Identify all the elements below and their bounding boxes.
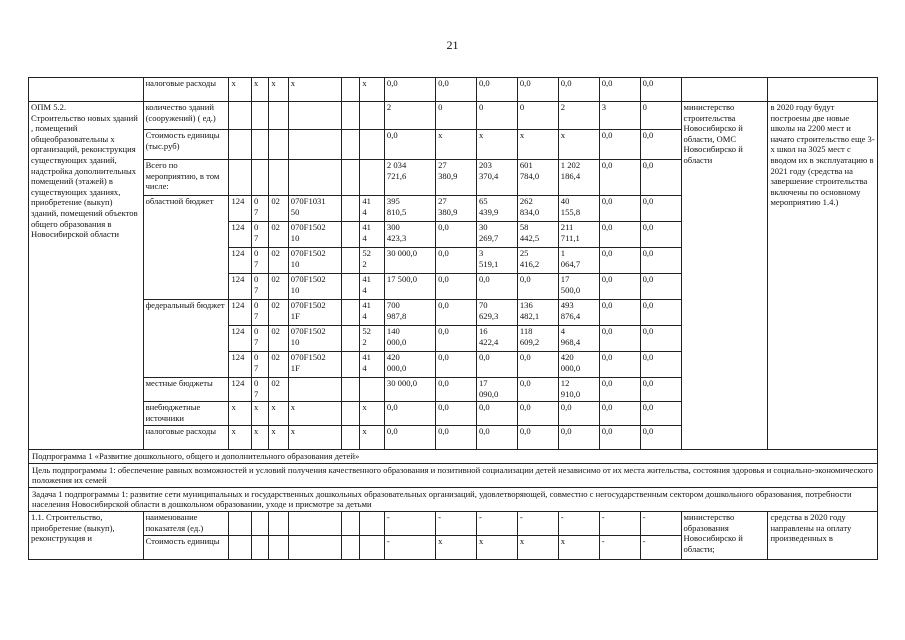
table-row: [29, 450, 878, 464]
data-cell: x: [229, 78, 252, 102]
data-cell: 0,0: [436, 78, 477, 102]
data-cell: 0,0: [599, 426, 640, 450]
data-cell: 30 000,0: [384, 378, 435, 402]
data-cell: -: [599, 511, 640, 535]
data-cell: 0,0: [599, 326, 640, 352]
table-row: [29, 511, 878, 535]
data-cell: 0 7: [251, 248, 268, 274]
result-cell: [768, 78, 878, 102]
source-label: внебюджетные источники: [143, 402, 229, 426]
data-cell: 0 7: [251, 300, 268, 326]
data-cell: [269, 160, 288, 196]
data-cell: 0 7: [251, 274, 268, 300]
source-label: количество зданий (сооружений) ( ед.): [143, 102, 229, 130]
data-cell: 70 629,3: [476, 300, 517, 326]
measure-name: ОПМ 5.2. Строительство новых зданий , помещений общеобразовательны х организаций, реконструкция существующих зданий, надстройка дополнительных помещений (этажей) в существующих зданиях, приобретение (выкуп) зданий, помещений объектов общего образования в Новосибирской области: [29, 102, 144, 450]
data-cell: 0,0: [517, 402, 558, 426]
data-cell: x: [269, 78, 288, 102]
data-cell: 262 834,0: [517, 196, 558, 222]
data-cell: x: [476, 535, 517, 559]
source-label: Стоимость единицы: [143, 535, 229, 559]
data-cell: [341, 248, 359, 274]
data-cell: 070F1502 1F: [288, 300, 341, 326]
data-cell: 0: [517, 102, 558, 130]
data-cell: [341, 511, 359, 535]
data-cell: x: [517, 535, 558, 559]
data-cell: 27 380,9: [436, 160, 477, 196]
page-number: 21: [446, 38, 459, 52]
data-cell: x: [269, 426, 288, 450]
source-label: налоговые расходы: [143, 78, 229, 102]
data-cell: 0,0: [476, 352, 517, 378]
data-cell: 2 034 721,6: [384, 160, 435, 196]
source-label: местные бюджеты: [143, 378, 229, 402]
data-cell: 0,0: [476, 78, 517, 102]
data-cell: [360, 102, 385, 130]
data-cell: [341, 402, 359, 426]
data-cell: 0,0: [599, 300, 640, 326]
data-cell: 0,0: [517, 378, 558, 402]
data-cell: x: [558, 130, 599, 160]
data-cell: 0,0: [384, 402, 435, 426]
data-cell: x: [360, 402, 385, 426]
data-cell: 070F1502 1F: [288, 352, 341, 378]
data-cell: [341, 160, 359, 196]
data-cell: 0,0: [476, 274, 517, 300]
data-cell: x: [360, 426, 385, 450]
data-cell: 0,0: [599, 352, 640, 378]
data-cell: 601 784,0: [517, 160, 558, 196]
data-cell: [229, 130, 252, 160]
data-cell: 0,0: [599, 222, 640, 248]
data-cell: -: [558, 511, 599, 535]
data-cell: 1 064,7: [558, 248, 599, 274]
data-cell: x: [288, 426, 341, 450]
data-cell: 0,0: [517, 352, 558, 378]
data-cell: 2: [384, 102, 435, 130]
data-cell: 0,0: [436, 248, 477, 274]
data-cell: [341, 352, 359, 378]
executor-cell: министерство строительства Новосибирско й области, ОМС Новосибирско й области: [681, 102, 768, 450]
data-cell: 0,0: [599, 274, 640, 300]
data-cell: -: [436, 511, 477, 535]
data-cell: 0,0: [558, 426, 599, 450]
data-cell: 58 442,5: [517, 222, 558, 248]
data-cell: 52 2: [360, 248, 385, 274]
data-cell: 0,0: [599, 378, 640, 402]
data-cell: [360, 160, 385, 196]
data-cell: x: [251, 78, 268, 102]
data-cell: 0,0: [599, 248, 640, 274]
data-cell: [288, 535, 341, 559]
data-cell: [341, 130, 359, 160]
data-cell: -: [517, 511, 558, 535]
data-cell: 124: [229, 352, 252, 378]
data-cell: 0,0: [436, 426, 477, 450]
data-cell: x: [436, 130, 477, 160]
data-cell: [341, 378, 359, 402]
data-cell: 41 4: [360, 196, 385, 222]
data-cell: -: [384, 511, 435, 535]
data-cell: [229, 535, 252, 559]
data-cell: -: [384, 535, 435, 559]
data-cell: 02: [269, 222, 288, 248]
data-cell: 0,0: [436, 326, 477, 352]
data-cell: 02: [269, 248, 288, 274]
data-cell: x: [436, 535, 477, 559]
data-cell: 0,0: [599, 130, 640, 160]
data-cell: 136 482,1: [517, 300, 558, 326]
data-cell: [341, 326, 359, 352]
table-row: [29, 463, 878, 487]
data-cell: [269, 535, 288, 559]
data-cell: [341, 196, 359, 222]
data-cell: x: [229, 426, 252, 450]
data-cell: [269, 102, 288, 130]
data-cell: 0,0: [558, 402, 599, 426]
data-cell: 0,0: [640, 130, 681, 160]
data-cell: x: [251, 426, 268, 450]
data-cell: 27 380,9: [436, 196, 477, 222]
data-cell: 124: [229, 300, 252, 326]
task-row: Задача 1 подпрограммы 1: развитие сети муниципальных и государственных дошкольных образовательных организаций, удовлетворяющей, совместно с негосударственным сектором дошкольного образования, потребности населения Новосибирской области в дошкольном образовании, уходе и присмотре за детьми: [29, 487, 878, 511]
measure-cell: [29, 78, 144, 102]
data-cell: 17 500,0: [384, 274, 435, 300]
data-cell: [341, 535, 359, 559]
data-cell: 17 090,0: [476, 378, 517, 402]
data-cell: 2: [558, 102, 599, 130]
data-cell: 0,0: [599, 196, 640, 222]
data-cell: 493 876,4: [558, 300, 599, 326]
data-cell: 02: [269, 326, 288, 352]
data-cell: x: [476, 130, 517, 160]
data-cell: 124: [229, 196, 252, 222]
data-cell: x: [269, 402, 288, 426]
data-cell: -: [640, 511, 681, 535]
measure-name: 1.1. Строительство, приобретение (выкуп), реконструкция и: [29, 511, 144, 559]
data-cell: 0,0: [640, 326, 681, 352]
data-cell: [341, 102, 359, 130]
data-cell: 0,0: [384, 78, 435, 102]
data-cell: 0,0: [640, 402, 681, 426]
data-cell: 0 7: [251, 352, 268, 378]
data-cell: -: [640, 535, 681, 559]
data-cell: 02: [269, 196, 288, 222]
table-row: [29, 102, 878, 130]
source-label: федеральный бюджет: [143, 300, 229, 378]
data-cell: 0,0: [599, 78, 640, 102]
data-cell: [341, 222, 359, 248]
data-cell: 0,0: [384, 426, 435, 450]
data-cell: 0,0: [599, 160, 640, 196]
data-cell: 0,0: [640, 222, 681, 248]
data-cell: 124: [229, 378, 252, 402]
data-cell: 30 269,7: [476, 222, 517, 248]
source-label: Всего по мероприятию, в том числе:: [143, 160, 229, 196]
data-cell: 25 416,2: [517, 248, 558, 274]
data-cell: [288, 511, 341, 535]
data-cell: x: [558, 535, 599, 559]
data-cell: [341, 274, 359, 300]
data-cell: 0,0: [436, 300, 477, 326]
data-cell: 41 4: [360, 222, 385, 248]
data-cell: 124: [229, 326, 252, 352]
data-cell: 0 7: [251, 326, 268, 352]
data-cell: -: [599, 535, 640, 559]
data-cell: [341, 78, 359, 102]
data-cell: 0,0: [436, 402, 477, 426]
data-cell: 41 4: [360, 274, 385, 300]
data-cell: x: [360, 78, 385, 102]
data-cell: 3 519,1: [476, 248, 517, 274]
data-cell: 4 968,4: [558, 326, 599, 352]
data-cell: 0,0: [476, 402, 517, 426]
data-cell: 0,0: [640, 352, 681, 378]
data-cell: [251, 102, 268, 130]
data-cell: [360, 535, 385, 559]
data-cell: [288, 102, 341, 130]
data-cell: 0,0: [640, 274, 681, 300]
data-cell: 41 4: [360, 300, 385, 326]
data-cell: 118 609,2: [517, 326, 558, 352]
data-cell: 0,0: [517, 78, 558, 102]
source-label: налоговые расходы: [143, 426, 229, 450]
data-cell: x: [251, 402, 268, 426]
data-cell: [360, 130, 385, 160]
data-cell: -: [476, 511, 517, 535]
data-cell: 30 000,0: [384, 248, 435, 274]
data-cell: 0,0: [476, 426, 517, 450]
executor-cell: министерство образования Новосибирско й области;: [681, 511, 768, 559]
data-cell: 0,0: [640, 78, 681, 102]
data-cell: 0: [640, 102, 681, 130]
data-cell: 211 711,1: [558, 222, 599, 248]
data-cell: [269, 130, 288, 160]
data-cell: 02: [269, 300, 288, 326]
data-cell: x: [517, 130, 558, 160]
data-cell: 12 910,0: [558, 378, 599, 402]
data-cell: 0 7: [251, 222, 268, 248]
data-cell: [229, 511, 252, 535]
table-row: [29, 487, 878, 511]
data-cell: 0,0: [436, 274, 477, 300]
executor-cell: [681, 78, 768, 102]
data-cell: x: [229, 402, 252, 426]
data-cell: [360, 378, 385, 402]
data-cell: 0,0: [436, 222, 477, 248]
data-cell: 0: [476, 102, 517, 130]
data-cell: [288, 160, 341, 196]
data-cell: 070F1502 10: [288, 274, 341, 300]
data-cell: [288, 130, 341, 160]
subprogram-title: Подпрограмма 1 «Развитие дошкольного, общего и дополнительного образования детей»: [29, 450, 878, 464]
result-cell: в 2020 году будут построены две новые школы на 2200 мест и начато строительство еще 3-х школ на 3025 мест с вводом их в эксплуатацию в 2021 году (средства на завершение строительства включены по основному мероприятию 1.4.): [768, 102, 878, 450]
data-cell: [251, 535, 268, 559]
data-cell: 140 000,0: [384, 326, 435, 352]
data-cell: [251, 130, 268, 160]
data-cell: 0,0: [640, 196, 681, 222]
data-cell: 02: [269, 352, 288, 378]
data-cell: 0,0: [436, 378, 477, 402]
data-cell: 3: [599, 102, 640, 130]
data-cell: [341, 426, 359, 450]
data-cell: 0 7: [251, 196, 268, 222]
data-cell: 0 7: [251, 378, 268, 402]
data-cell: 0,0: [640, 248, 681, 274]
data-cell: 1 202 186,4: [558, 160, 599, 196]
data-cell: 124: [229, 248, 252, 274]
data-cell: 300 423,3: [384, 222, 435, 248]
data-cell: 41 4: [360, 352, 385, 378]
data-cell: 0,0: [558, 78, 599, 102]
data-cell: 02: [269, 378, 288, 402]
data-cell: 0,0: [640, 300, 681, 326]
data-cell: [251, 160, 268, 196]
data-cell: [269, 511, 288, 535]
data-cell: 52 2: [360, 326, 385, 352]
data-cell: 0,0: [384, 130, 435, 160]
data-cell: x: [288, 78, 341, 102]
data-cell: 070F1031 50: [288, 196, 341, 222]
subprogram-goal: Цель подпрограммы 1: обеспечение равных возможностей и условий получения качественного образования и позитивной социализации детей независимо от их места жительства, состояния здоровья и социально-экономического положения их семей: [29, 463, 878, 487]
data-cell: 395 810,5: [384, 196, 435, 222]
data-cell: 0,0: [436, 352, 477, 378]
data-cell: 16 422,4: [476, 326, 517, 352]
data-cell: 0: [436, 102, 477, 130]
data-cell: 070F1502 10: [288, 248, 341, 274]
result-cell: средства в 2020 году направлены на оплату произведенных в: [768, 511, 878, 559]
data-cell: [360, 511, 385, 535]
data-cell: [229, 102, 252, 130]
budget-table: [28, 77, 878, 560]
data-cell: 700 987,8: [384, 300, 435, 326]
data-cell: 65 439,9: [476, 196, 517, 222]
table-row: [29, 78, 878, 102]
data-cell: 40 155,8: [558, 196, 599, 222]
data-cell: 17 500,0: [558, 274, 599, 300]
data-cell: 0,0: [640, 426, 681, 450]
data-cell: 0,0: [517, 426, 558, 450]
source-label: областной бюджет: [143, 196, 229, 300]
data-cell: 0,0: [599, 402, 640, 426]
data-cell: 02: [269, 274, 288, 300]
data-cell: [251, 511, 268, 535]
data-cell: x: [288, 402, 341, 426]
data-cell: 0,0: [640, 378, 681, 402]
data-cell: [229, 160, 252, 196]
data-cell: 0,0: [517, 274, 558, 300]
data-cell: 070F1502 10: [288, 326, 341, 352]
data-cell: 420 000,0: [558, 352, 599, 378]
data-cell: 124: [229, 274, 252, 300]
data-cell: 070F1502 10: [288, 222, 341, 248]
data-cell: 203 370,4: [476, 160, 517, 196]
source-label: Стоимость единицы (тыс.руб): [143, 130, 229, 160]
data-cell: 0,0: [640, 160, 681, 196]
data-cell: 420 000,0: [384, 352, 435, 378]
data-cell: [341, 300, 359, 326]
data-cell: 124: [229, 222, 252, 248]
data-cell: [288, 378, 341, 402]
source-label: наименование показателя (ед.): [143, 511, 229, 535]
